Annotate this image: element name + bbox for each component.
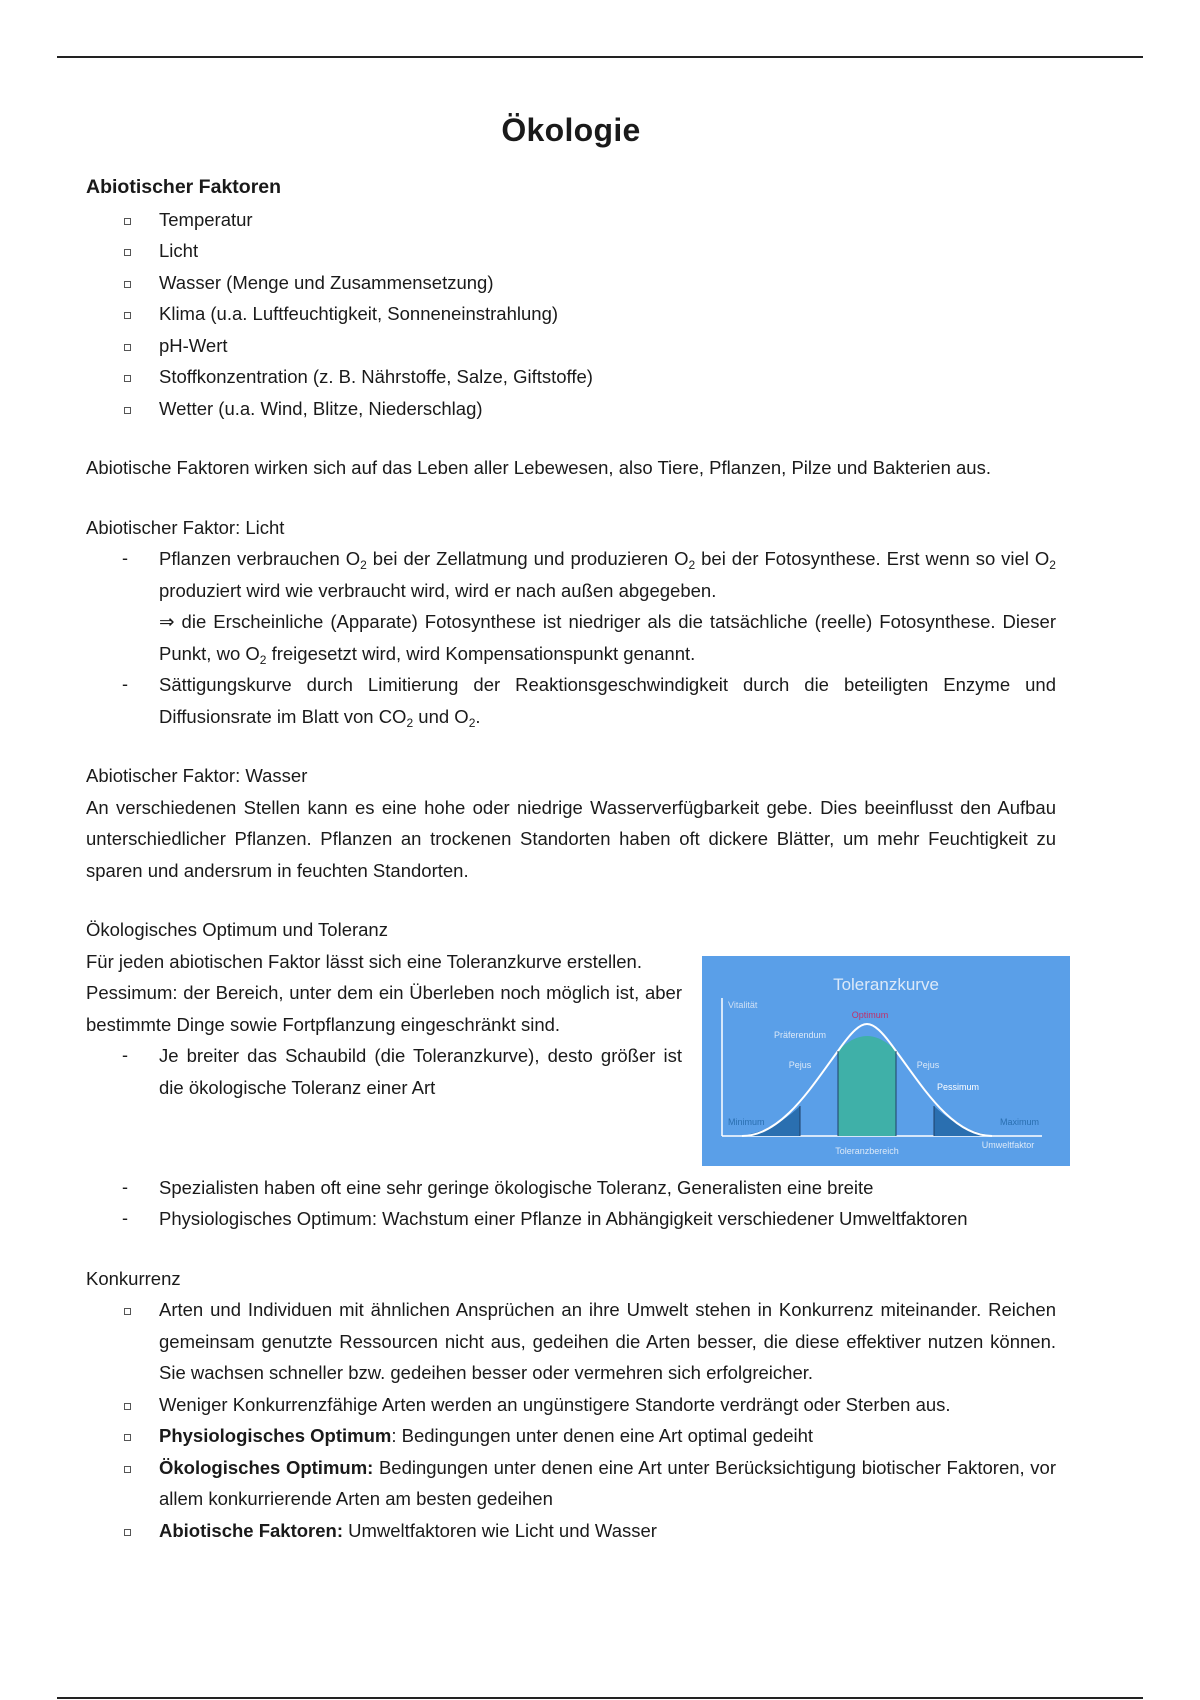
abiotic-heading: Abiotischer Faktoren bbox=[86, 176, 282, 198]
pejus-right-label: Pejus bbox=[916, 1059, 940, 1070]
list-item: Temperatur bbox=[86, 204, 1056, 236]
toleranzbereich-label: Toleranzbereich bbox=[835, 1145, 899, 1156]
abiotic-paragraph: Abiotische Faktoren wirken sich auf das Leben aller Lebewesen, also Tiere, Pflanzen, Pilze und Bakterien aus. bbox=[86, 457, 991, 478]
licht-list bbox=[86, 543, 1056, 732]
list-item: Wetter (u.a. Wind, Blitze, Niederschlag) bbox=[86, 393, 1056, 425]
list-item: Klima (u.a. Luftfeuchtigkeit, Sonneneinstrahlung) bbox=[86, 298, 1056, 330]
praeferendum-label: Präferendum bbox=[773, 1029, 827, 1040]
konkurrenz-list bbox=[86, 1294, 1056, 1546]
figure-title: Toleranzkurve bbox=[833, 974, 939, 994]
top-rule bbox=[57, 56, 1143, 58]
optimum-para-2: Pessimum: der Bereich, unter dem ein Überleben noch möglich ist, aber bestimmte Dinge sowie Fortpflanzung eingeschränkt sind. bbox=[86, 982, 682, 1035]
wasser-paragraph: An verschiedenen Stellen kann es eine hohe oder niedrige Wasserverfügbarkeit gebe. Dies beeinflusst den Aufbau unterschiedlicher Pflanzen. Pflanzen an trockenen Standorten haben oft dickere Blätter, um mehr Feuchtigkeit zu sparen und andersrum in feuchten Standorten. bbox=[86, 796, 1056, 881]
y-axis-label: Vitalität bbox=[728, 999, 758, 1010]
list-item: Ökologisches Optimum: Bedingungen unter denen eine Art unter Berücksichtigung biotischer Faktoren, vor allem konkurrierende Arten am besten gedeihen bbox=[86, 1452, 1056, 1515]
x-axis-label: Umweltfaktor bbox=[981, 1139, 1035, 1150]
page-title: Ökologie bbox=[501, 112, 641, 148]
list-item: Stoffkonzentration (z. B. Nährstoffe, Salze, Giftstoffe) bbox=[86, 361, 1056, 393]
licht-item-1: - Pflanzen verbrauchen $O_2$ bei der Zellatmung und produzieren $O_2$ bei der Fotosynthese. Erst wenn so viel $O_2$ produziert wird wie verbraucht wird, wird er nach außen abgegeben. ⇒ die Erscheinliche (Apparate) Fotosynthese ist niedriger als die tatsächliche (reelle) Fotosynthese. Dieser Punkt, wo $O_2$ freigesetzt wird, wird Kompensationspunkt genannt. bbox=[86, 543, 1056, 669]
list-item: pH-Wert bbox=[86, 330, 1056, 362]
list-item: - Physiologisches Optimum: Wachstum einer Pflanze in Abhängigkeit verschiedener Umweltfaktoren bbox=[86, 1203, 1056, 1235]
licht-heading: Abiotischer Faktor: Licht bbox=[86, 516, 285, 538]
licht-item-2: - Sättigungskurve durch Limitierung der Reaktionsgeschwindigkeit durch die beteiligten Enzyme und Diffusionsrate im Blatt von $CO_2$ und $O_2$. bbox=[86, 669, 1056, 732]
list-item: - Je breiter das Schaubild (die Toleranzkurve), desto größer ist die ökologische Toleranz einer Art bbox=[86, 1040, 1056, 1103]
list-item: Licht bbox=[86, 235, 1056, 267]
maximum-label: Maximum bbox=[1000, 1116, 1040, 1127]
wasser-heading: Abiotischer Faktor: Wasser bbox=[86, 765, 308, 786]
bottom-rule bbox=[57, 1697, 1143, 1699]
list-item: Wasser (Menge und Zusammensetzung) bbox=[86, 267, 1056, 299]
pejus-left-label: Pejus bbox=[788, 1059, 812, 1070]
optimum-heading: Ökologisches Optimum und Toleranz bbox=[86, 919, 388, 940]
list-item: Abiotische Faktoren: Umweltfaktoren wie Licht und Wasser bbox=[86, 1515, 1056, 1547]
optimum-label: Optimum bbox=[851, 1009, 889, 1020]
optimum-para-1: Für jeden abiotischen Faktor lässt sich eine Toleranzkurve erstellen. bbox=[86, 950, 642, 972]
optimum-list bbox=[86, 1040, 1056, 1103]
list-item: Arten und Individuen mit ähnlichen Ansprüchen an ihre Umwelt stehen in Konkurrenz miteinander. Reichen gemeinsam genutzte Ressourcen nicht aus, gedeihen die Arten besser, die diese effektiver nutzen können. Sie wachsen schneller bzw. gedeihen besser oder vermehren sich erfolgreicher. bbox=[86, 1294, 1056, 1389]
document-body bbox=[86, 110, 1056, 1546]
abiotic-list bbox=[86, 204, 1056, 425]
konkurrenz-heading: Konkurrenz bbox=[86, 1267, 181, 1289]
list-item: Weniger Konkurrenzfähige Arten werden an ungünstigere Standorte verdrängt oder Sterben aus. bbox=[86, 1389, 1056, 1421]
minimum-label: Minimum bbox=[728, 1116, 765, 1127]
pessimum-label: Pessimum bbox=[936, 1081, 980, 1092]
list-item: - Spezialisten haben oft eine sehr geringe ökologische Toleranz, Generalisten eine breite bbox=[86, 1172, 1056, 1204]
list-item: Physiologisches Optimum: Bedingungen unter denen eine Art optimal gedeiht bbox=[86, 1420, 1056, 1452]
optimum-list-2 bbox=[86, 1172, 1056, 1235]
